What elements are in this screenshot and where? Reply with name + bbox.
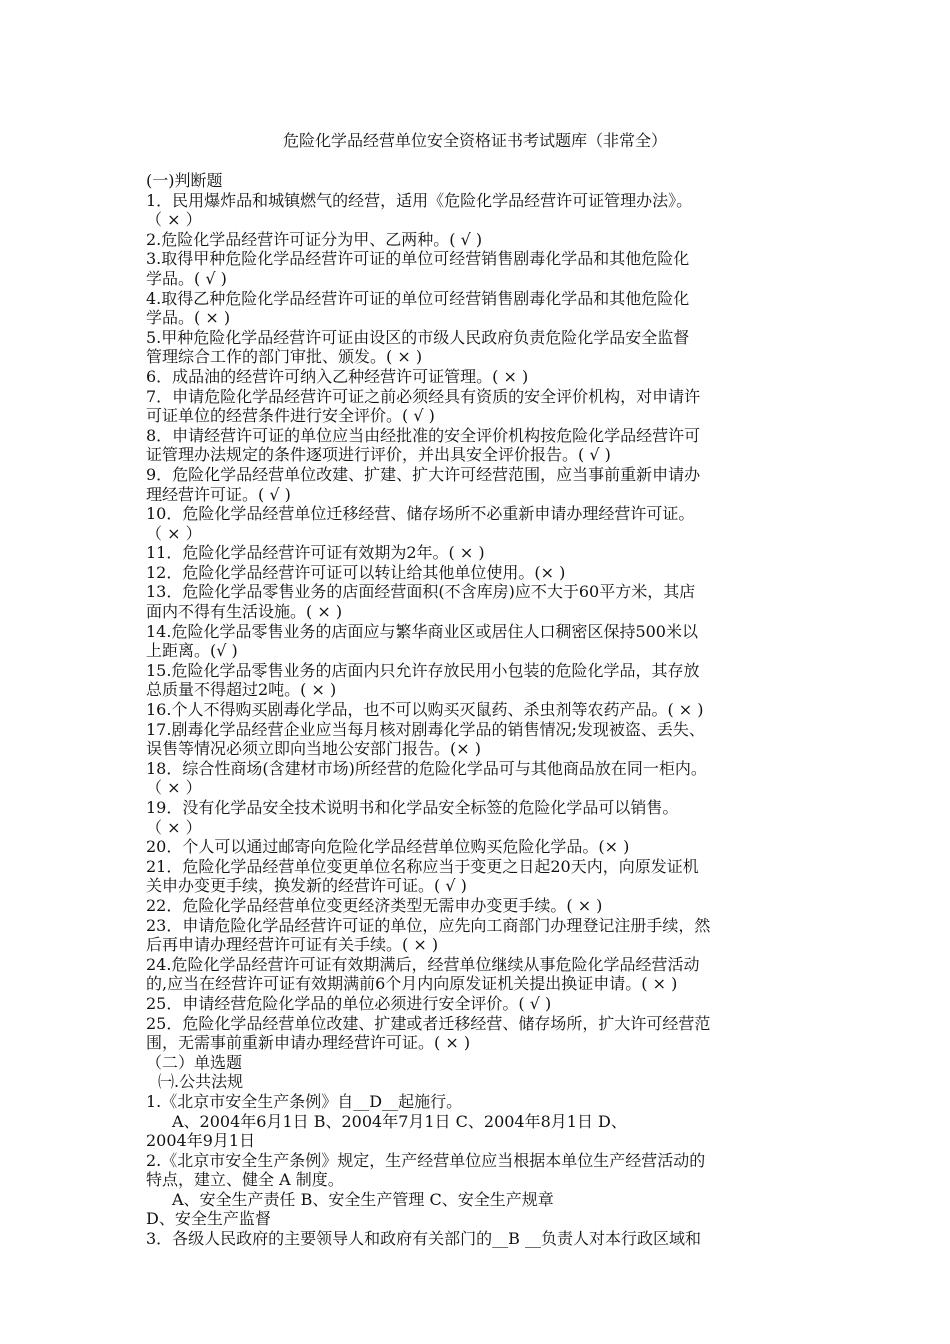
question-line: 16.个人不得购买剧毒化学品，也不可以购买灭鼠药、杀虫剂等农药产品。( × ) bbox=[146, 700, 704, 720]
question-line: 14.危险化学品零售业务的店面应与繁华商业区或居住人口稠密区保持500米以 bbox=[146, 621, 698, 641]
question-line: 的,应当在经营许可证有效期满前6个月内向原发证机关提出换证申请。( × ) bbox=[146, 974, 678, 994]
question-line: 围，无需事前重新申请办理经营许可证。( × ) bbox=[146, 1033, 471, 1053]
question-line: 关申办变更手续，换发新的经营许可证。( √ ) bbox=[146, 876, 467, 896]
question-line: 11．危险化学品经营许可证有效期为2年。( × ) bbox=[146, 543, 485, 563]
answer-line: （ × ） bbox=[146, 817, 202, 837]
question-line: 上距离。(√ ) bbox=[146, 641, 238, 661]
question-line: 25．申请经营危险化学品的单位必须进行安全评价。( √ ) bbox=[146, 993, 552, 1013]
question-line: 证管理办法规定的条件逐项进行评价，并出具安全评价报告。( √ ) bbox=[146, 445, 611, 465]
subsection-heading: ㈠.公共法规 bbox=[158, 1072, 244, 1092]
options-line: 2004年9月1日 bbox=[146, 1131, 256, 1151]
document-body bbox=[146, 171, 818, 1249]
question-line: 23．申请危险化学品经营许可证的单位，应先向工商部门办理登记注册手续，然 bbox=[146, 915, 711, 935]
question-line: 2.危险化学品经营许可证分为甲、乙两种。( √ ) bbox=[146, 229, 483, 249]
options-line: D、安全生产监督 bbox=[146, 1209, 271, 1229]
question-line: 总质量不得超过2吨。( × ) bbox=[146, 680, 337, 700]
question-line: 面内不得有生活设施。( × ) bbox=[146, 602, 343, 622]
section-heading-judgment: (一)判断题 bbox=[146, 171, 223, 190]
question-line: 后再申请办理经营许可证有关手续。( × ) bbox=[146, 935, 439, 955]
question-line: 13．危险化学品零售业务的店面经营面积(不含库房)应不大于60平方米，其店 bbox=[146, 582, 696, 602]
question-line: 10．危险化学品经营单位迁移经营、储存场所不必重新申请办理经营许可证。 bbox=[146, 504, 695, 524]
question-line: 24.危险化学品经营许可证有效期满后，经营单位继续从事危险化学品经营活动 bbox=[146, 954, 700, 974]
question-line: 8．申请经营许可证的单位应当由经批准的安全评价机构按危险化学品经营许可 bbox=[146, 425, 701, 445]
answer-line: （ × ） bbox=[146, 778, 202, 798]
question-line: 22．危险化学品经营单位变更经济类型无需申办变更手续。( × ) bbox=[146, 895, 603, 915]
question-line: 4.取得乙种危险化学品经营许可证的单位可经营销售剧毒化学品和其他危险化 bbox=[146, 288, 690, 308]
section-heading-single-choice: （二）单选题 bbox=[146, 1052, 243, 1072]
question-line: 特点，建立、健全 A 制度。 bbox=[146, 1170, 344, 1190]
options-line: A、安全生产责任 B、安全生产管理 C、安全生产规章 bbox=[172, 1189, 554, 1209]
document-title: 危险化学品经营单位安全资格证书考试题库（非常全） bbox=[282, 131, 667, 150]
question-line: 19．没有化学品安全技术说明书和化学品安全标签的危险化学品可以销售。 bbox=[146, 798, 679, 817]
question-line: 理经营许可证。( √ ) bbox=[146, 484, 291, 504]
question-line: 6．成品油的经营许可纳入乙种经营许可证管理。( × ) bbox=[146, 366, 529, 386]
question-line: 18．综合性商场(含建材市场)所经营的危险化学品可与其他商品放在同一柜内。 bbox=[146, 758, 707, 778]
options-line: A、2004年6月1日 B、2004年7月1日 C、2004年8月1日 D、 bbox=[172, 1111, 627, 1131]
question-line: 3．各级人民政府的主要领导人和政府有关部门的__B __负责人对本行政区域和 bbox=[146, 1229, 702, 1249]
answer-line: （ × ） bbox=[146, 523, 202, 543]
question-line: 学品。( √ ) bbox=[146, 268, 227, 288]
question-line: 12．危险化学品经营许可证可以转让给其他单位使用。(× ) bbox=[146, 562, 566, 582]
question-line: 1．民用爆炸品和城镇燃气的经营，适用《危险化学品经营许可证管理办法》。 bbox=[146, 190, 693, 210]
question-line: 2.《北京市安全生产条例》规定，生产经营单位应当根据本单位生产经营活动的 bbox=[146, 1150, 706, 1170]
question-line: 管理综合工作的部门审批、颁发。( × ) bbox=[146, 347, 423, 367]
question-line: 25．危险化学品经营单位改建、扩建或者迁移经营、储存场所，扩大许可经营范 bbox=[146, 1013, 711, 1033]
question-line: 5.甲种危险化学品经营许可证由设区的市级人民政府负责危险化学品安全监督 bbox=[146, 327, 690, 347]
question-line: 17.剧毒化学品经营企业应当每月核对剧毒化学品的销售情况;发现被盗、丢失、 bbox=[146, 719, 705, 739]
question-line: 3.取得甲种危险化学品经营许可证的单位可经营销售剧毒化学品和其他危险化 bbox=[146, 249, 690, 269]
answer-line: （ × ） bbox=[146, 210, 202, 230]
question-line: 误售等情况必须立即向当地公安部门报告。(× ) bbox=[146, 739, 481, 759]
question-line: 7．申请危险化学品经营许可证之前必须经具有资质的安全评价机构，对申请许 bbox=[146, 386, 701, 406]
question-line: 20．个人可以通过邮寄向危险化学品经营单位购买危险化学品。(× ) bbox=[146, 837, 630, 857]
question-line: 9．危险化学品经营单位改建、扩建、扩大许可经营范围，应当事前重新申请办 bbox=[146, 464, 701, 484]
question-line: 学品。( × ) bbox=[146, 308, 231, 328]
question-line: 15.危险化学品零售业务的店面内只允许存放民用小包装的危险化学品，其存放 bbox=[146, 660, 700, 680]
question-line: 1.《北京市安全生产条例》自__D__起施行。 bbox=[146, 1091, 463, 1111]
question-line: 21．危险化学品经营单位变更单位名称应当于变更之日起20天内，向原发证机 bbox=[146, 856, 699, 876]
question-line: 可证单位的经营条件进行安全评价。( √ ) bbox=[146, 406, 435, 426]
